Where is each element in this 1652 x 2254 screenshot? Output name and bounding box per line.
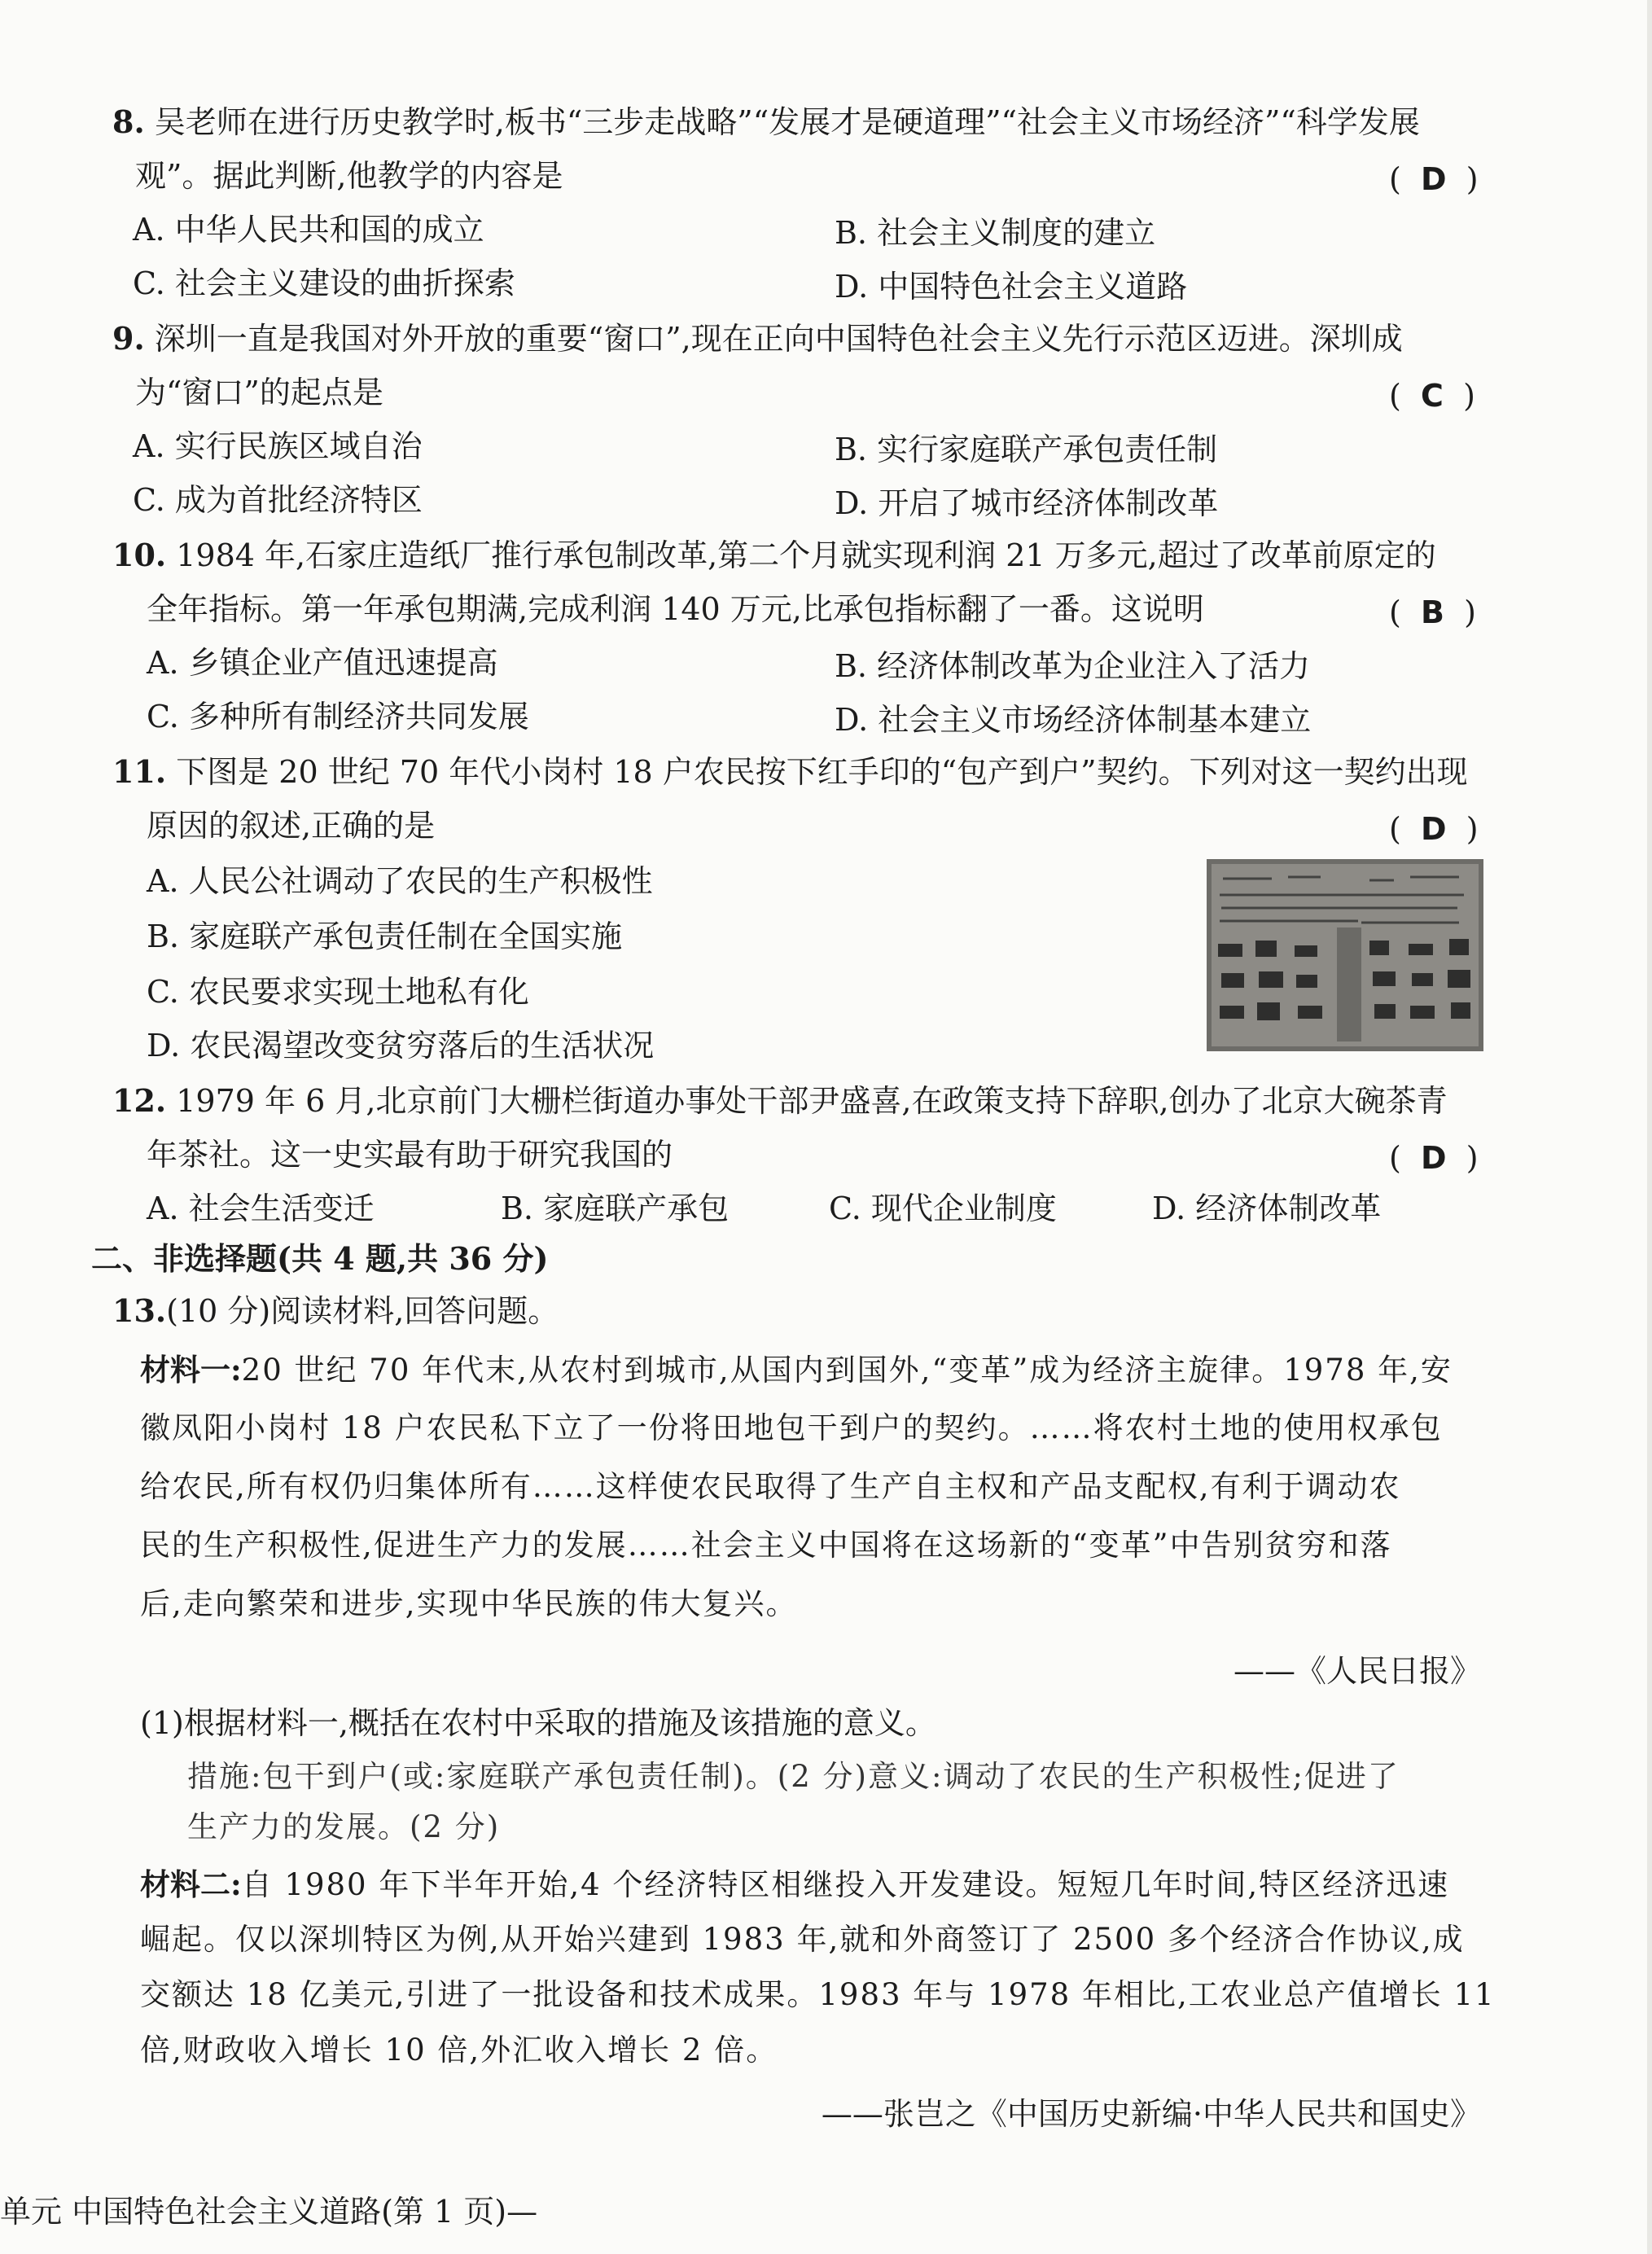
- question-9-text-1: 深圳一直是我国对外开放的重要“窗口”,现在正向中国特色社会主义先行示范区迈进。深圳成: [154, 321, 1403, 357]
- material-2-line-1: 材料二:自 1980 年下半年开始,4 个经济特区相继投入开发建设。短短几年时间,特区经济迅速: [140, 1866, 1450, 1902]
- sub-question-1-answer-line-1: 措施:包干到户(或:家庭联产承包责任制)。(2 分)意义:调动了农民的生产积极性;促进了: [187, 1759, 1400, 1794]
- page-edge-shadow: [1647, 0, 1652, 2254]
- question-12-option-d: D. 经济体制改革: [1152, 1191, 1382, 1226]
- material-1-line-3: 给农民,所有权仍归集体所有……这样使农民取得了生产自主权和产品支配权,有利于调动农: [140, 1469, 1401, 1504]
- question-8-number: 8.: [112, 103, 145, 140]
- question-8-answer: ( D ): [1389, 161, 1479, 197]
- answer-letter: B: [1421, 594, 1444, 630]
- material-2-label: 材料二:: [140, 1866, 242, 1902]
- question-8-line-1: [112, 101, 1420, 143]
- question-12-line-1: [112, 1080, 1448, 1122]
- material-2-line-2: 崛起。仅以深圳特区为例,从开始兴建到 1983 年,就和外商签订了 2500 多个经济合作协议,成: [140, 1922, 1465, 1957]
- question-10-text-1: 1984 年,石家庄造纸厂推行承包制改革,第二个月就实现利润 21 万多元,超过了改革前原定的: [176, 537, 1436, 573]
- question-10-option-b: B. 经济体制改革为企业注入了活力: [835, 648, 1311, 684]
- question-8-option-b: B. 社会主义制度的建立: [835, 215, 1156, 251]
- material-2-line-4: 倍,财政收入增长 10 倍,外汇收入增长 2 倍。: [140, 2033, 778, 2068]
- question-11-number: 11.: [112, 753, 167, 790]
- question-9-option-c: C. 成为首批经济特区: [133, 482, 423, 518]
- question-8-line-2: 观”。据此判断,他教学的内容是: [135, 158, 563, 194]
- material-1-line-5: 后,走向繁荣和进步,实现中华民族的伟大复兴。: [140, 1586, 798, 1621]
- material-1-source: ——《人民日报》: [1233, 1653, 1481, 1689]
- question-12-text-1: 1979 年 6 月,北京前门大栅栏街道办事处干部尹盛喜,在政策支持下辞职,创办了北京大碗茶青: [176, 1083, 1448, 1119]
- question-10-line-2: 全年指标。第一年承包期满,完成利润 140 万元,比承包指标翻了一番。这说明: [147, 591, 1204, 627]
- question-11-option-d: D. 农民渴望改变贫穷落后的生活状况: [147, 1028, 655, 1063]
- sub-question-1: (1)根据材料一,概括在农村中采取的措施及该措施的意义。: [140, 1705, 936, 1741]
- question-12-option-a: A. 社会生活变迁: [147, 1191, 375, 1226]
- question-12-option-c: C. 现代企业制度: [829, 1191, 1057, 1226]
- question-9-option-d: D. 开启了城市经济体制改革: [835, 485, 1219, 521]
- question-12-line-2: 年茶社。这一史实最有助于研究我国的: [147, 1137, 673, 1173]
- question-13-intro: (10 分)阅读材料,回答问题。: [166, 1293, 559, 1329]
- question-10-option-d: D. 社会主义市场经济体制基本建立: [835, 702, 1312, 738]
- contract-photo: [1207, 859, 1483, 1051]
- question-11-answer: ( D ): [1389, 811, 1479, 847]
- sub-question-1-answer-line-2: 生产力的发展。(2 分): [187, 1809, 501, 1844]
- question-9-line-1: [112, 318, 1403, 360]
- question-9-line-2: 为“窗口”的起点是: [135, 375, 383, 410]
- question-10-option-a: A. 乡镇企业产值迅速提高: [147, 645, 498, 681]
- answer-letter: D: [1421, 161, 1447, 197]
- answer-letter: D: [1421, 811, 1447, 847]
- question-10-number: 10.: [112, 537, 167, 573]
- section-2-heading: 二、非选择题(共 4 题,共 36 分): [91, 1240, 549, 1277]
- question-11-option-c: C. 农民要求实现土地私有化: [147, 974, 529, 1010]
- material-1-label: 材料一:: [140, 1352, 242, 1388]
- question-11-option-b: B. 家庭联产承包责任制在全国实施: [147, 919, 623, 954]
- material-1-line-1: 材料一:20 世纪 70 年代末,从农村到城市,从国内到国外,“变革”成为经济主旋律。1978 年,安: [140, 1352, 1453, 1388]
- question-12-number: 12.: [112, 1082, 167, 1119]
- question-8-option-d: D. 中国特色社会主义道路: [835, 269, 1188, 305]
- question-8-text-1: 吴老师在进行历史教学时,板书“三步走战略”“发展才是硬道理”“社会主义市场经济”“科学发展: [154, 104, 1420, 140]
- question-10-answer: ( B ): [1389, 594, 1476, 630]
- question-11-option-a: A. 人民公社调动了农民的生产积极性: [147, 863, 653, 899]
- material-2-source: ——张岂之《中国历史新编·中华人民共和国史》: [821, 2096, 1481, 2132]
- question-10-line-1: [112, 534, 1436, 577]
- question-11-line-1: [112, 751, 1468, 793]
- question-9-answer: ( C ): [1389, 378, 1475, 414]
- answer-letter: C: [1421, 378, 1444, 414]
- question-12-answer: ( D ): [1389, 1140, 1479, 1176]
- question-10-option-c: C. 多种所有制经济共同发展: [147, 699, 529, 735]
- answer-letter: D: [1421, 1140, 1447, 1176]
- question-8-option-a: A. 中华人民共和国的成立: [133, 212, 484, 248]
- question-12-option-b: B. 家庭联产承包: [501, 1191, 730, 1226]
- question-13-line-1: [112, 1290, 559, 1332]
- question-11-text-1: 下图是 20 世纪 70 年代小岗村 18 户农民按下红手印的“包产到户”契约。下列对这一契约出现: [176, 754, 1468, 790]
- material-1-line-2: 徽凤阳小岗村 18 户农民私下立了一份将田地包干到户的契约。……将农村土地的使用权承包: [140, 1410, 1443, 1445]
- material-1-line-4: 民的生产积极性,促进生产力的发展……社会主义中国将在这场新的“变革”中告别贫穷和落: [140, 1528, 1392, 1563]
- question-8-option-c: C. 社会主义建设的曲折探索: [133, 265, 515, 301]
- question-9-option-b: B. 实行家庭联产承包责任制: [835, 432, 1218, 467]
- question-11-line-2: 原因的叙述,正确的是: [147, 808, 436, 844]
- page-footer: 单元 中国特色社会主义道路(第 1 页)—: [0, 2194, 538, 2230]
- question-9-option-a: A. 实行民族区域自治: [133, 428, 423, 464]
- material-2-line-3: 交额达 18 亿美元,引进了一批设备和技术成果。1983 年与 1978 年相比,工农业总产值增长 11: [140, 1977, 1496, 2012]
- question-9-number: 9.: [112, 320, 145, 357]
- question-13-number: 13.: [112, 1292, 167, 1329]
